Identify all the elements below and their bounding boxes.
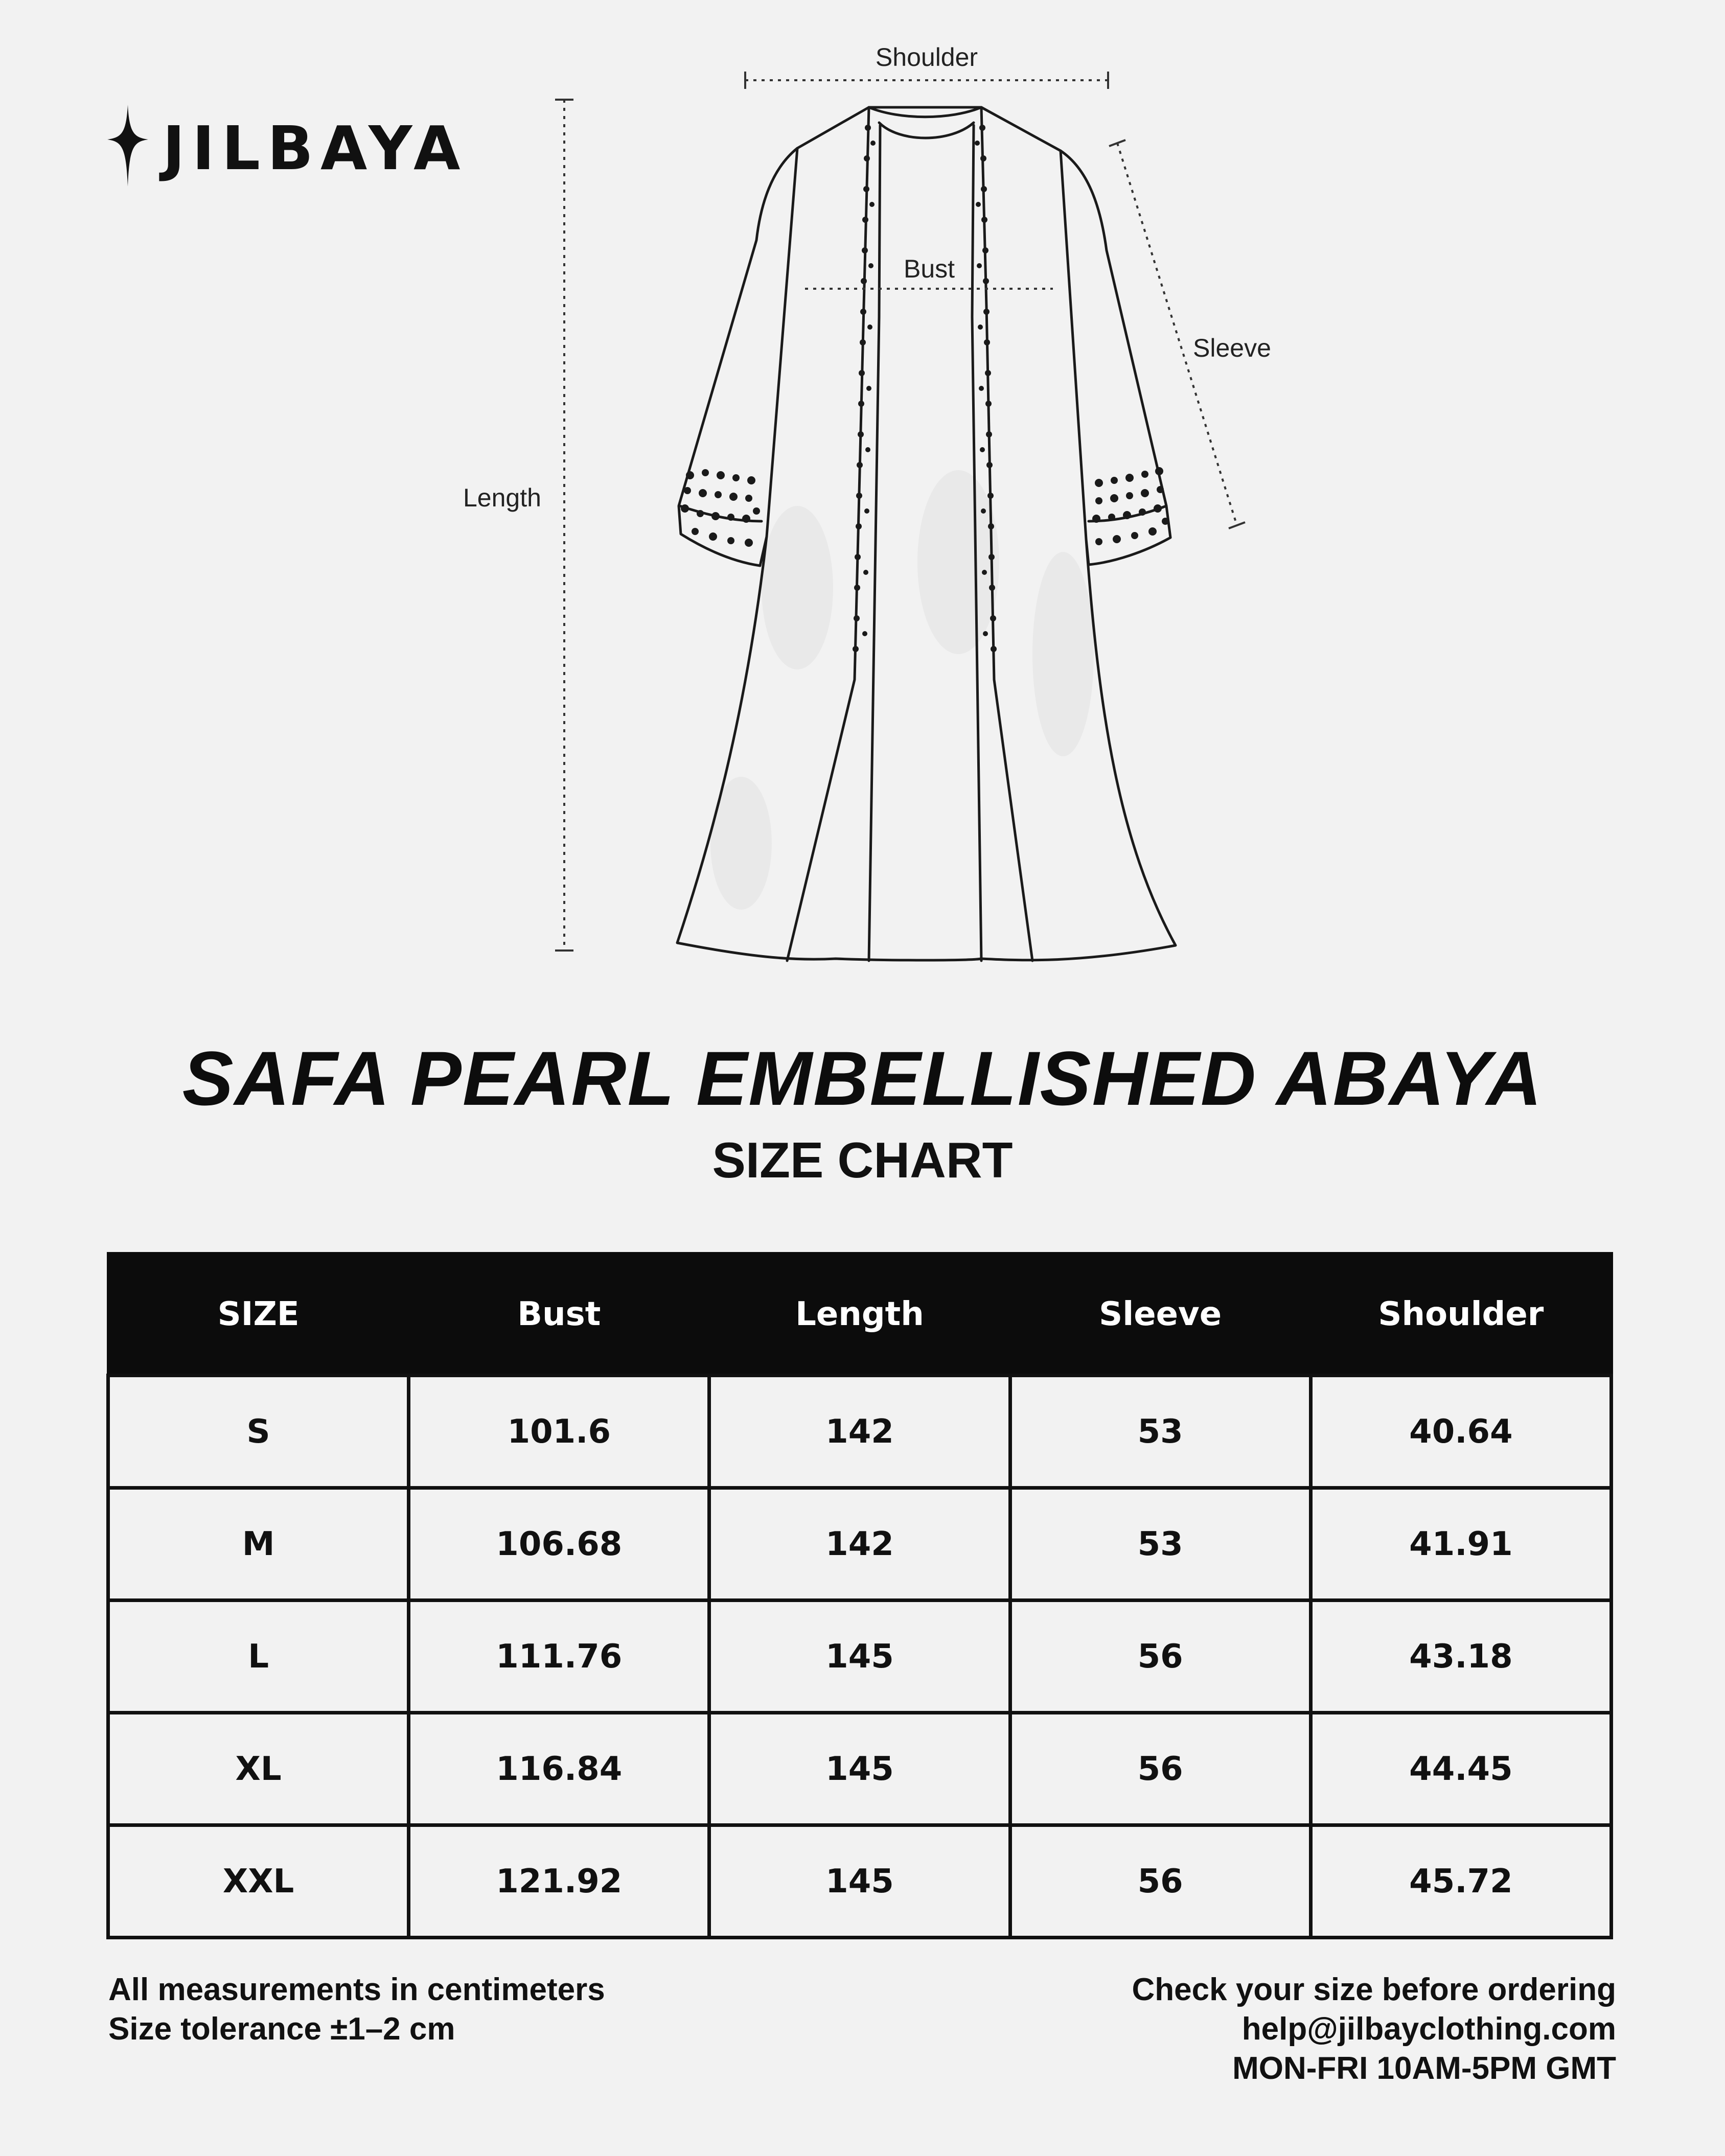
shoulder-cell: 41.91: [1310, 1488, 1611, 1601]
tolerance-note: Size tolerance ±1–2 cm: [108, 2011, 455, 2047]
sleeve-cell: 56: [1010, 1713, 1310, 1825]
sleeve-cell: 53: [1010, 1488, 1310, 1601]
bust-cell: 111.76: [409, 1601, 709, 1713]
sleeve-cell: 56: [1010, 1825, 1310, 1938]
size-chart-subtitle: SIZE CHART: [712, 1132, 1013, 1188]
bust-cell: 101.6: [409, 1376, 709, 1488]
shoulder-label: Shoulder: [875, 43, 978, 72]
contact-notes: [1132, 1970, 1616, 2088]
support-hours: MON-FRI 10AM-5PM GMT: [1232, 2051, 1616, 2086]
bust-cell: 116.84: [409, 1713, 709, 1825]
product-title: SAFA PEARL EMBELLISHED ABAYA: [182, 1035, 1543, 1121]
table-row: [108, 1825, 1612, 1938]
table-row: [108, 1488, 1612, 1601]
size-cell: M: [108, 1488, 409, 1601]
length-cell: 145: [709, 1713, 1010, 1825]
support-email: help@jilbayclothing.com: [1241, 2011, 1616, 2047]
size-cell: XL: [108, 1713, 409, 1825]
brand-name: JILBAYA: [163, 113, 468, 183]
shoulder-cell: 43.18: [1310, 1601, 1611, 1713]
header-length: Length: [709, 1254, 1010, 1376]
table-header-row: [108, 1254, 1612, 1376]
size-cell: XXL: [108, 1825, 409, 1938]
units-note: All measurements in centimeters: [108, 1972, 605, 2007]
left-cuff-pearls: [681, 469, 760, 547]
measurement-notes: [108, 1970, 605, 2049]
length-cell: 145: [709, 1825, 1010, 1938]
header-shoulder: Shoulder: [1310, 1254, 1611, 1376]
shoulder-cell: 44.45: [1310, 1713, 1611, 1825]
garment-measurement-diagram: [0, 0, 1725, 996]
size-cell: S: [108, 1376, 409, 1488]
sleeve-cell: 53: [1010, 1376, 1310, 1488]
length-cell: 142: [709, 1376, 1010, 1488]
table-row: [108, 1601, 1612, 1713]
length-cell: 145: [709, 1601, 1010, 1713]
table-row: [108, 1713, 1612, 1825]
shoulder-cell: 40.64: [1310, 1376, 1611, 1488]
shoulder-cell: 45.72: [1310, 1825, 1611, 1938]
header-sleeve: Sleeve: [1010, 1254, 1310, 1376]
sleeve-label: Sleeve: [1193, 334, 1271, 362]
size-cell: L: [108, 1601, 409, 1713]
bust-label: Bust: [903, 254, 955, 283]
length-cell: 142: [709, 1488, 1010, 1601]
table-row: [108, 1376, 1612, 1488]
header-bust: Bust: [409, 1254, 709, 1376]
header-size: SIZE: [108, 1254, 409, 1376]
right-cuff-pearls: [1092, 467, 1169, 545]
size-chart-table: [106, 1252, 1613, 1939]
bust-cell: 106.68: [409, 1488, 709, 1601]
check-size-note: Check your size before ordering: [1132, 1972, 1616, 2007]
sleeve-cell: 56: [1010, 1601, 1310, 1713]
bust-cell: 121.92: [409, 1825, 709, 1938]
length-label: Length: [463, 483, 541, 512]
